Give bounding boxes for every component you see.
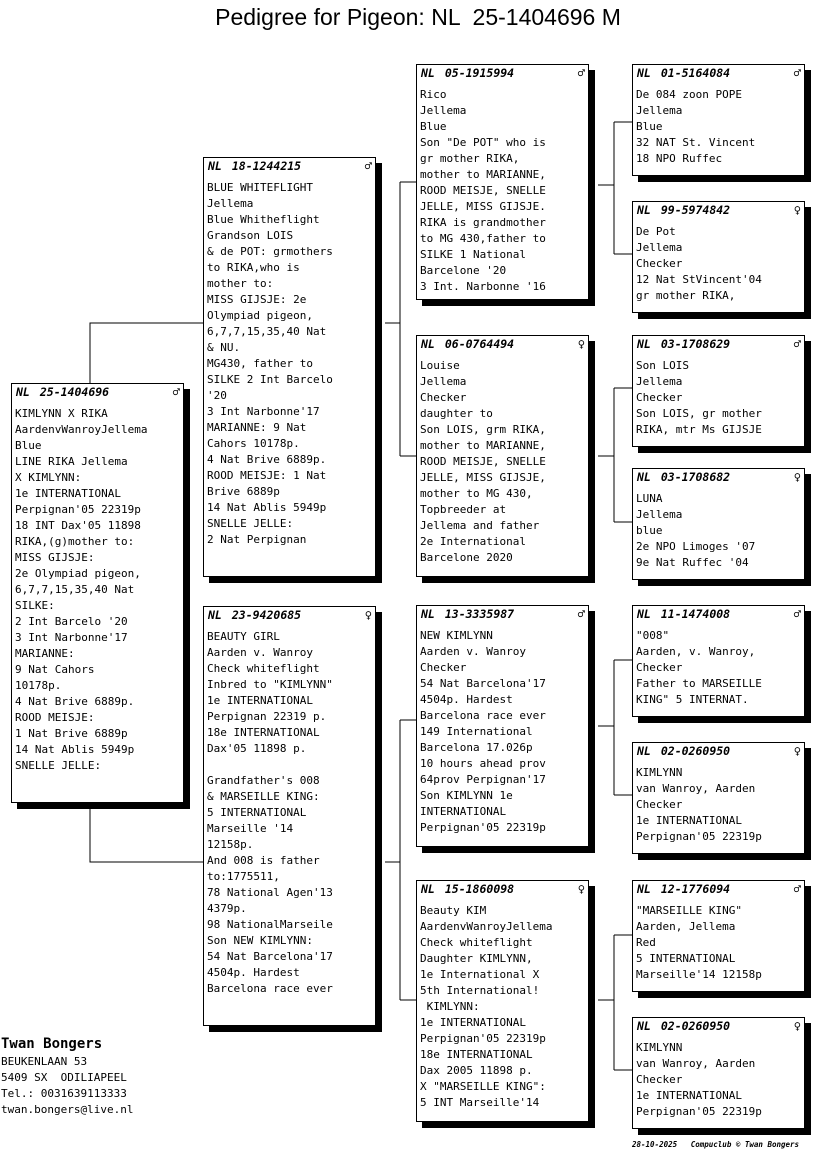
detail-line: 54 Nat Barcelona'17 [420,677,546,690]
detail-line: 2e International [420,535,526,548]
ring-number: 25-1404696 [39,385,110,399]
pigeon-card-99-5974842 [632,201,805,313]
connector-sire [90,323,203,383]
detail-line: ROOD MEISJE, SNELLE [420,455,546,468]
detail-line: Perpignan'05 22319p [636,830,762,843]
pigeon-header [633,469,804,485]
detail-line: Son LOIS, grm RIKA, [420,423,546,436]
detail-line: mother to MARIANNE, [420,168,546,181]
male-icon: ♂ [172,385,180,399]
detail-line: MARIANNE: [15,647,75,660]
pigeon-details [633,1040,804,1120]
pigeon-details [417,628,588,836]
detail-line: Checker [636,798,683,811]
country-prefix: NL [637,744,651,758]
detail-line: 5th International! [420,984,540,997]
female-icon: ♀ [793,203,801,217]
detail-line: 4 Nat Brive 6889p. [207,453,327,466]
pigeon-header [633,606,804,622]
detail-line: 14 Nat Ablis 5949p [15,743,135,756]
country-prefix: NL [208,159,222,173]
detail-line: Cahors 10178p. [207,437,300,450]
detail-line: RIKA is grandmother [420,216,546,229]
detail-line: 2e NPO Limoges '07 [636,540,756,553]
detail-line: 3 Int. Narbonne '16 [420,280,546,293]
male-icon: ♂ [793,882,801,896]
detail-line: 18e INTERNATIONAL [207,726,320,739]
pigeon-details [633,765,804,845]
detail-line: AardenvWanroyJellema [15,423,148,436]
detail-line: 2e Olympiad pigeon, [15,567,141,580]
detail-line: & de POT: grmothers [207,245,333,258]
detail-line: MARIANNE: 9 Nat [207,421,307,434]
detail-line: Aarden v. Wanroy [420,645,526,658]
country-prefix: NL [16,385,30,399]
country-prefix: NL [421,337,435,351]
detail-line: LUNA [636,492,663,505]
detail-line: Perpignan'05 22319p [636,1105,762,1118]
detail-line: 9 Nat Cahors [15,663,95,676]
pigeon-details [633,224,804,304]
detail-line: Checker [420,661,467,674]
male-icon: ♂ [793,607,801,621]
pigeon-details [204,180,375,548]
detail-line: "MARSEILLE KING" [636,904,742,917]
owner-phone: Tel.: 0031639113333 [1,1087,127,1100]
detail-line: 1e INTERNATIONAL [636,814,742,827]
detail-line: van Wanroy, Aarden [636,782,756,795]
country-prefix: NL [637,1019,651,1033]
pigeon-header [633,202,804,218]
detail-line: 18 INT Dax'05 11898 [15,519,141,532]
country-prefix: NL [637,66,651,80]
detail-line: 4504p. Hardest [207,966,300,979]
detail-line: Red [636,936,656,949]
detail-line: "008" [636,629,670,642]
female-icon: ♀ [577,337,585,351]
detail-line: 18e INTERNATIONAL [420,1048,533,1061]
footer-credit: 28-10-2025 Compuclub © Twan Bongers [632,1140,800,1149]
ring-number: 15-1860098 [444,882,515,896]
detail-line: JELLE, MISS GIJSJE, [420,471,546,484]
ring-number: 02-0260950 [660,744,731,758]
ring-number: 03-1708629 [660,337,731,351]
detail-line: RIKA,(g)mother to: [15,535,135,548]
detail-line: SILKE 1 National [420,248,526,261]
detail-line: Son LOIS, gr mother [636,407,762,420]
detail-line: 1e INTERNATIONAL [636,1089,742,1102]
connector-dam [90,803,203,862]
country-prefix: NL [208,608,222,622]
male-icon: ♂ [577,66,585,80]
detail-line: Jellema [420,375,467,388]
detail-line: Barcelona race ever [420,709,546,722]
detail-line: KING" 5 INTERNAT. [636,693,749,706]
detail-line: RIKA, mtr Ms GIJSJE [636,423,762,436]
detail-line: Aarden, Jellema [636,920,736,933]
detail-line: KIMLYNN [636,1041,683,1054]
ring-number: 99-5974842 [660,203,731,217]
pigeon-card-05-1915994 [416,64,589,300]
detail-line: ROOD MEISJE, SNELLE [420,184,546,197]
detail-line: Louise [420,359,460,372]
detail-line: blue [636,524,663,537]
detail-line: 10 hours ahead prov [420,757,546,770]
detail-line: SNELLE JELLE: [15,759,102,772]
detail-line: Checker [636,661,683,674]
detail-line: BEAUTY GIRL [207,630,280,643]
detail-line: X "MARSEILLE KING": [420,1080,546,1093]
detail-line: 5 INTERNATIONAL [207,806,307,819]
male-icon: ♂ [364,159,372,173]
ring-number: 01-5164084 [660,66,731,80]
country-prefix: NL [637,203,651,217]
detail-line: mother to: [207,277,274,290]
detail-line: 2 Nat Perpignan [207,533,307,546]
detail-line: ROOD MEISJE: [15,711,95,724]
detail-line: 78 National Agen'13 [207,886,333,899]
detail-line: NEW KIMLYNN [420,629,493,642]
detail-line: And 008 is father [207,854,320,867]
detail-line: LINE RIKA Jellema [15,455,128,468]
pigeon-card-13-3335987 [416,605,589,847]
detail-line: 12 Nat StVincent'04 [636,273,762,286]
detail-line: to RIKA,who is [207,261,300,274]
pigeon-header [633,743,804,759]
detail-line: & MARSEILLE KING: [207,790,320,803]
pigeon-card-01-5164084 [632,64,805,176]
detail-line: KIMLYNN [636,766,683,779]
male-icon: ♂ [577,607,585,621]
detail-line: 10178p. [15,679,62,692]
pigeon-card-23-9420685 [203,606,376,1026]
ring-number: 12-1776094 [660,882,731,896]
detail-line: 6,7,7,15,35,40 Nat [15,583,135,596]
owner-block [1,1034,133,1118]
pigeon-card-15-1860098 [416,880,589,1122]
detail-line: Jellema and father [420,519,540,532]
detail-line: Rico [420,88,447,101]
detail-line: '20 [207,389,227,402]
detail-line: Beauty KIM [420,904,487,917]
detail-line: Barcelona 17.026p [420,741,533,754]
detail-line: Barcelone 2020 [420,551,513,564]
female-icon: ♀ [577,882,585,896]
country-prefix: NL [421,882,435,896]
pigeon-details [417,87,588,295]
detail-line: Checker [636,257,683,270]
detail-line: X KIMLYNN: [15,471,82,484]
detail-line: KIMLYNN X RIKA [15,407,108,420]
detail-line: ROOD MEISJE: 1 Nat [207,469,327,482]
male-icon: ♂ [793,337,801,351]
ring-number: 13-3335987 [444,607,515,621]
pigeon-details [633,903,804,983]
detail-line: Checker [420,391,467,404]
owner-email: twan.bongers@live.nl [1,1103,134,1116]
pigeon-details [12,406,183,774]
owner-city: 5409 SX ODILIAPEEL [1,1071,127,1084]
detail-line: 4504p. Hardest [420,693,513,706]
female-icon: ♀ [793,470,801,484]
detail-line: Son NEW KIMLYNN: [207,934,313,947]
detail-line: Olympiad pigeon, [207,309,313,322]
pigeon-card-02-0260950 [632,1017,805,1129]
pigeon-details [204,629,375,997]
detail-line: 1 Nat Brive 6889p [15,727,128,740]
detail-line: Grandfather's 008 [207,774,320,787]
ring-number: 18-1244215 [231,159,302,173]
pigeon-header [417,336,588,352]
detail-line: mother to MG 430, [420,487,533,500]
detail-line: 1e INTERNATIONAL [15,487,121,500]
pigeon-details [633,87,804,167]
detail-line: 32 NAT St. Vincent [636,136,756,149]
detail-line: 4 Nat Brive 6889p. [15,695,135,708]
pigeon-header [633,336,804,352]
detail-line: MISS GIJSJE: [15,551,95,564]
detail-line: 12158p. [207,838,254,851]
ring-number: 02-0260950 [660,1019,731,1033]
detail-line: Check whiteflight [207,662,320,675]
detail-line: 98 NationalMarseile [207,918,333,931]
detail-line: to MG 430,father to [420,232,546,245]
country-prefix: NL [421,66,435,80]
pigeon-header [417,606,588,622]
detail-line: Brive 6889p [207,485,280,498]
detail-line: Perpignan'05 22319p [420,821,546,834]
female-icon: ♀ [364,608,372,622]
detail-line: Perpignan 22319 p. [207,710,327,723]
detail-line: Jellema [636,375,683,388]
detail-line: 14 Nat Ablis 5949p [207,501,327,514]
detail-line: Aarden, v. Wanroy, [636,645,756,658]
detail-line: INTERNATIONAL [420,805,507,818]
detail-line: SILKE: [15,599,55,612]
detail-line: 9e Nat Ruffec '04 [636,556,749,569]
detail-line: KIMLYNN: [420,1000,480,1013]
detail-line: JELLE, MISS GIJSJE. [420,200,546,213]
male-icon: ♂ [793,66,801,80]
pigeon-card-02-0260950 [632,742,805,854]
pigeon-header [633,1018,804,1034]
pigeon-details [633,628,804,708]
detail-line: van Wanroy, Aarden [636,1057,756,1070]
detail-line: 64prov Perpignan'17 [420,773,546,786]
detail-line: Jellema [420,104,467,117]
ring-number: 03-1708682 [660,470,731,484]
detail-line: SILKE 2 Int Barcelo [207,373,333,386]
detail-line: 18 NPO Ruffec [636,152,723,165]
pigeon-header [12,384,183,400]
detail-line: Jellema [636,104,683,117]
detail-line: Checker [636,1073,683,1086]
detail-line: 6,7,7,15,35,40 Nat [207,325,327,338]
detail-line: Blue [636,120,663,133]
detail-line: Son LOIS [636,359,689,372]
female-icon: ♀ [793,744,801,758]
pigeon-card-06-0764494 [416,335,589,577]
detail-line: 3 Int Narbonne'17 [15,631,128,644]
detail-line: SNELLE JELLE: [207,517,294,530]
pigeon-card-03-1708682 [632,468,805,580]
detail-line: Grandson LOIS [207,229,294,242]
detail-line: BLUE WHITEFLIGHT [207,181,313,194]
detail-line: Perpignan'05 22319p [15,503,141,516]
owner-address: BEUKENLAAN 53 [1,1055,88,1068]
detail-line: mother to MARIANNE, [420,439,546,452]
detail-line: De Pot [636,225,676,238]
pigeon-header [417,65,588,81]
pigeon-header [633,65,804,81]
detail-line: Perpignan'05 22319p [420,1032,546,1045]
detail-line: gr mother RIKA, [636,289,736,302]
detail-line: 5 INTERNATIONAL [636,952,736,965]
pigeon-card-18-1244215 [203,157,376,577]
country-prefix: NL [421,607,435,621]
country-prefix: NL [637,470,651,484]
detail-line: Dax'05 11898 p. [207,742,307,755]
pigeon-details [417,358,588,566]
detail-line: daughter to [420,407,493,420]
detail-line: 5 INT Marseille'14 [420,1096,540,1109]
detail-line: 149 International [420,725,533,738]
detail-line: Check whiteflight [420,936,533,949]
detail-line: Checker [636,391,683,404]
detail-line: MISS GIJSJE: 2e [207,293,307,306]
pigeon-card-03-1708629 [632,335,805,447]
pigeon-details [633,358,804,438]
pigeon-header [204,158,375,174]
detail-line: Topbreeder at [420,503,507,516]
country-prefix: NL [637,882,651,896]
female-icon: ♀ [793,1019,801,1033]
detail-line [204,757,375,773]
detail-line: De 084 zoon POPE [636,88,742,101]
detail-line: Marseille'14 12158p [636,968,762,981]
detail-line: 2 Int Barcelo '20 [15,615,128,628]
country-prefix: NL [637,337,651,351]
detail-line: Aarden v. Wanroy [207,646,313,659]
detail-line: Barcelona race ever [207,982,333,995]
detail-line: Jellema [207,197,254,210]
pigeon-details [417,903,588,1111]
detail-line: Daughter KIMLYNN, [420,952,533,965]
detail-line: Dax 2005 11898 p. [420,1064,533,1077]
country-prefix: NL [637,607,651,621]
pigeon-card-11-1474008 [632,605,805,717]
ring-number: 11-1474008 [660,607,731,621]
ring-number: 23-9420685 [231,608,302,622]
detail-line: Blue Whitheflight [207,213,320,226]
detail-line: AardenvWanroyJellema [420,920,553,933]
detail-line: Blue [15,439,42,452]
detail-line: MG430, father to [207,357,313,370]
ring-number: 05-1915994 [444,66,515,80]
detail-line: 1e International X [420,968,540,981]
detail-line: to:1775511, [207,870,280,883]
detail-line: Inbred to "KIMLYNN" [207,678,333,691]
detail-line: Son KIMLYNN 1e [420,789,513,802]
detail-line: gr mother RIKA, [420,152,520,165]
pigeon-header [204,607,375,623]
pigeon-card-12-1776094 [632,880,805,992]
detail-line: 3 Int Narbonne'17 [207,405,320,418]
ring-number: 06-0764494 [444,337,515,351]
detail-line: 4379p. [207,902,247,915]
pigeon-details [633,491,804,571]
pigeon-header [417,881,588,897]
page-title: Pedigree for Pigeon: NL 25-1404696 M [215,4,621,30]
detail-line: Barcelone '20 [420,264,507,277]
detail-line: 54 Nat Barcelona'17 [207,950,333,963]
detail-line: Father to MARSEILLE [636,677,762,690]
detail-line: & NU. [207,341,241,354]
detail-line: 1e INTERNATIONAL [207,694,313,707]
detail-line: Jellema [636,241,683,254]
detail-line: Son "De POT" who is [420,136,546,149]
detail-line: Blue [420,120,447,133]
owner-name: Twan Bongers [1,1036,103,1052]
detail-line: Marseille '14 [207,822,294,835]
pigeon-card-25-1404696 [11,383,184,803]
detail-line: 1e INTERNATIONAL [420,1016,526,1029]
detail-line: Jellema [636,508,683,521]
pigeon-header [633,881,804,897]
